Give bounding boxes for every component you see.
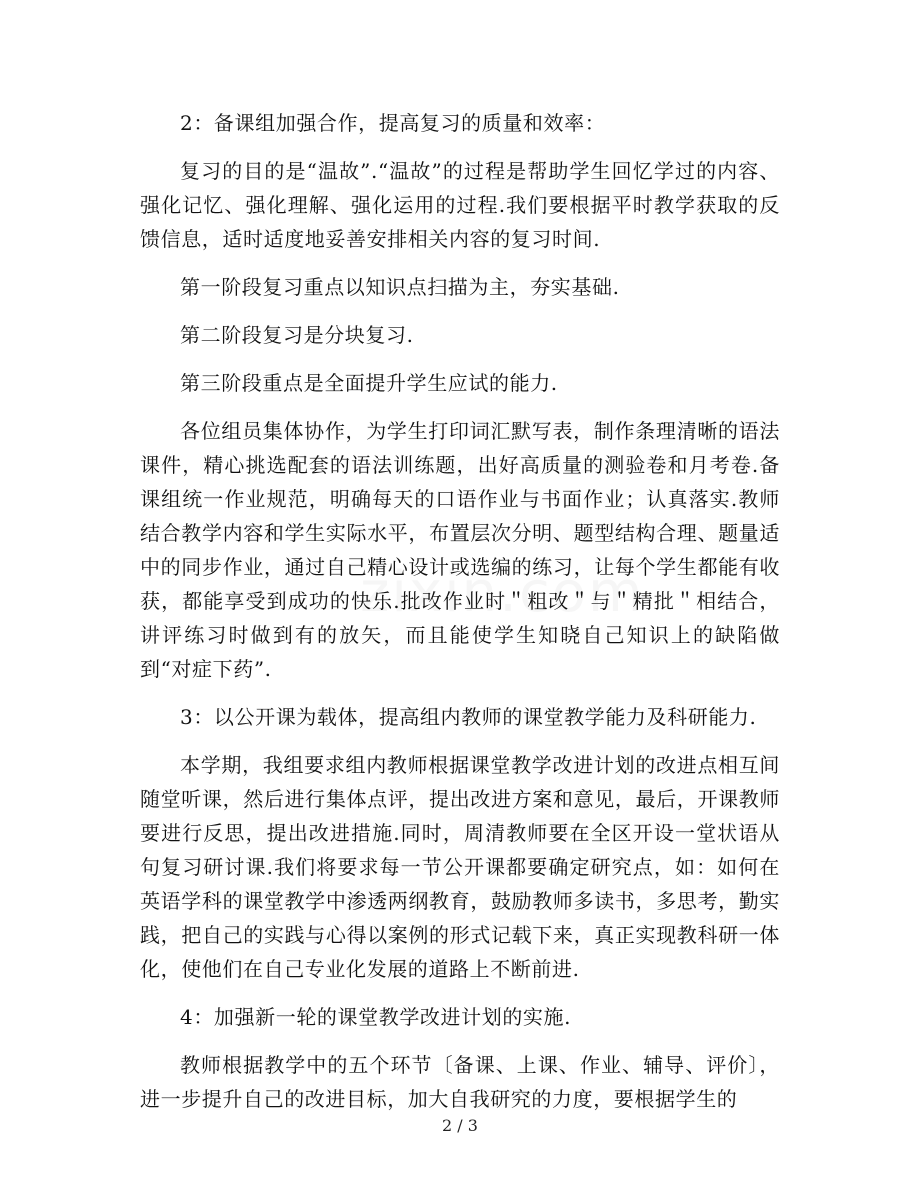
section-heading-2: 2：备课组加强合作，提高复习的质量和效率：: [180, 111, 606, 135]
page-number: 2 / 3: [442, 1116, 478, 1135]
paragraph-open-class: 本学期，我组要求组内教师根据课堂教学改进计划的改进点相互间随堂听课，然后进行集体点评，提出改进方案和意见，最后，开课教师要进行反思，提出改进措施.同时，周清教师要在全区开设一堂状语从句复习研讨课.我们将要求每一节公开课都要确定研究点，如：如何在英语学科的课堂教学中渗透两纲教育，鼓励教师多读书，多思考，勤实践，把自己的实践与心得以案例的形式记载下来，真正实现教科研一体化，使他们在自己专业化发展的道路上不断前进.: [140, 753, 780, 981]
section-heading-4: 4：加强新一轮的课堂教学改进计划的实施.: [180, 1005, 572, 1029]
paragraph-stage-two: 第二阶段复习是分块复习.: [180, 323, 414, 347]
paragraph-stage-one: 第一阶段复习重点以知识点扫描为主，夯实基础.: [180, 275, 620, 299]
section-heading-3: 3：以公开课为载体，提高组内教师的课堂教学能力及科研能力.: [180, 705, 757, 729]
document-body: [140, 106, 780, 1130]
paragraph-review-purpose: 复习的目的是“温故”.“温故”的过程是帮助学生回忆学过的内容、强化记忆、强化理解、强化运用的过程.我们要根据平时教学获取的反馈信息，适时适度地妥善安排相关内容的复习时间.: [140, 159, 780, 251]
paragraph-five-steps: 教师根据教学中的五个环节〔备课、上课、作业、辅导、评价〕，进一步提升自己的改进目标，加大自我研究的力度，要根据学生的: [140, 1053, 780, 1111]
paragraph-stage-three: 第三阶段重点是全面提升学生应试的能力.: [180, 371, 558, 395]
paragraph-group-collaboration: 各位组员集体协作，为学生打印词汇默写表，制作条理清晰的语法课件，精心挑选配套的语法训练题，出好高质量的测验卷和月考卷.备课组统一作业规范，明确每天的口语作业与书面作业；认真落实.教师结合教学内容和学生实际水平，布置层次分明、题型结构合理、题量适中的同步作业，通过自己精心设计或选编的练习，让每个学生都能有收获，都能享受到成功的快乐.批改作业时＂粗改＂与＂精批＂相结合，讲评练习时做到有的放矢，而且能使学生知晓自己知识上的缺陷做到“对症下药”.: [140, 419, 780, 681]
